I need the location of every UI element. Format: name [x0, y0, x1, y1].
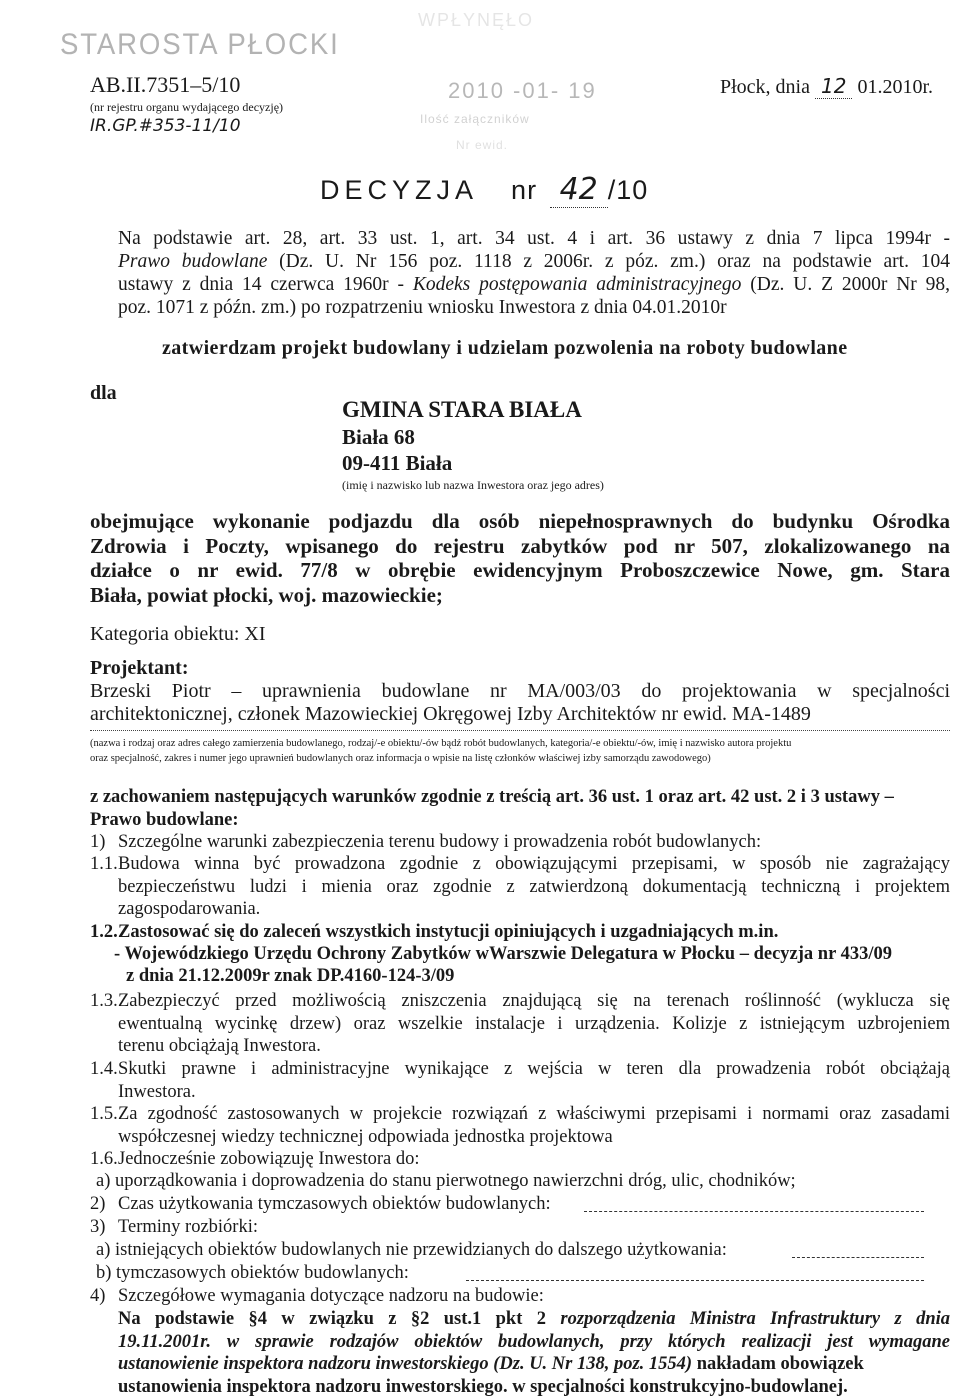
designer-note — [90, 736, 950, 766]
designer-note-line-2: oraz specjalność, zakres i numer jego uprawnień budowlanych oraz informacja o wpisie na listę członków właściwej izby samorządu zawodowego) — [90, 751, 950, 766]
condition-1-6-a-text: a) uporządkowania i doprowadzenia do stanu pierwotnego nawierzchni dróg, ulic, chodników; — [96, 1170, 796, 1193]
legal-basis-line-3 — [118, 273, 950, 296]
condition-1-1-line-1: Budowa winna być prowadzona zgodnie z obowiązującymi przepisami, w sposób nie zagrażający — [118, 853, 950, 876]
condition-1-5-line-1: Za zgodność zastosowanych w projekcie rozwiązań z właściwymi przepisami i normami oraz zasadami — [118, 1103, 950, 1126]
scope-line-3: działce o nr ewid. 77/8 w obrębie ewidencyjnym Proboszczewice Nowe, gm. Stara — [90, 558, 950, 583]
decision-nr-label: nr — [511, 175, 537, 205]
legal-basis-text-3: ustawy z dnia 14 czerwca 1960r - — [118, 274, 413, 295]
decision-nr-suffix: /10 — [608, 175, 649, 205]
condition-3-b-blank — [466, 1266, 924, 1281]
case-number: AB.II.7351–5/10 — [90, 72, 240, 98]
condition-1-2-sub-line-2: z dnia 21.12.2009r znak DP.4160-124-3/09 — [126, 965, 454, 988]
condition-1-text: Szczególne warunki zabezpieczenia terenu budowy i prowadzenia robót budowlanych: — [118, 831, 950, 854]
stamp-date: 2010 -01- 19 — [448, 78, 597, 104]
condition-1-1-line-3: zagospodarowania. — [118, 898, 950, 921]
approval-statement: zatwierdzam projekt budowlany i udzielam pozwolenia na roboty budowlane — [162, 337, 847, 360]
condition-1-6-number: 1.6. — [90, 1148, 118, 1171]
object-category: Kategoria obiektu: XI — [90, 623, 266, 646]
legal-basis-text-3b: (Dz. U. Z 2000r Nr 98, — [741, 274, 950, 295]
condition-3-number: 3) — [90, 1216, 105, 1239]
condition-1-2-sub-line-1: - Wojewódzkiego Urzędu Ochrony Zabytków wWarszwie Delegatura w Płocku – decyzja nr 433/09 — [114, 943, 892, 966]
legal-basis — [118, 227, 950, 319]
condition-1-1-number: 1.1. — [90, 853, 118, 876]
law-name-kpa: Kodeks postępowania administracyjnego — [413, 274, 742, 295]
condition-1-3-line-1: Zabezpieczyć przed możliwością zniszczenia znajdującą się na terenach roślinność (wyklucza się — [118, 990, 950, 1013]
legal-basis-line-4: poz. 1071 z późn. zm.) po rozpatrzeniu wniosku Inwestora z dnia 04.01.2010r — [118, 296, 950, 319]
designer-line-1: Brzeski Piotr – uprawnienia budowlane nr MA/003/03 do projektowania w specjalności — [90, 680, 950, 703]
received-stamp: WPŁYNĘŁO — [418, 10, 534, 31]
scope-line-2: Zdrowia i Poczty, wpisanego do rejestru zabytków pod nr 507, zlokalizowanego na — [90, 534, 950, 559]
condition-4-line-1-a: Na podstawie §4 w związku z §2 ust.1 pkt 2 — [118, 1309, 560, 1329]
condition-4-line-3-b: nakładam obowiązek — [692, 1354, 864, 1374]
designer-dotted-separator — [90, 730, 950, 731]
for-label: dla — [90, 382, 117, 405]
scope-line-4: Biała, powiat płocki, woj. mazowieckie; — [90, 583, 950, 608]
condition-4-line-2: 19.11.2001r. w sprawie rodzajów obiektów budowlanych, przy których realizacji jest wymagane — [118, 1331, 950, 1354]
condition-1-4-line-1: Skutki prawne i administracyjne wynikające z wejścia w teren dla prowadzenia robót obciążają — [118, 1058, 950, 1081]
condition-4-text: Szczegółowe wymagania dotyczące nadzoru na budowie: — [118, 1285, 544, 1308]
condition-1-4-text — [118, 1058, 950, 1103]
condition-2-number: 2) — [90, 1193, 105, 1216]
legal-basis-line-1: Na podstawie art. 28, art. 33 ust. 1, art. 34 ust. 4 i art. 36 ustawy z dnia 7 lipca 1994r - — [118, 227, 950, 250]
condition-4-line-1 — [118, 1308, 950, 1331]
condition-4-number: 4) — [90, 1285, 105, 1308]
condition-2-blank — [584, 1197, 924, 1212]
condition-1-3-line-2: ewentualną wycinkę drzew) oraz wszelkie instalacje i urządzenia. Kolizje z istniejącym uzbrojeniem — [118, 1013, 950, 1036]
decision-nr-value: 42 — [550, 172, 608, 208]
designer-line-2: architektonicznej, członek Mazowieckiej Okręgowej Izby Architektów nr ewid. MA-1489 — [90, 703, 950, 726]
condition-1-5-number: 1.5. — [90, 1103, 118, 1126]
condition-1-4-line-2: Inwestora. — [118, 1081, 950, 1104]
scope-description — [90, 509, 950, 607]
investor-address-1: Biała 68 — [342, 425, 415, 450]
legal-basis-line-2 — [118, 250, 950, 273]
handwritten-reference: IR.GP.#353-11/10 — [90, 116, 241, 136]
investor-name: GMINA STARA BIAŁA — [342, 397, 582, 423]
decision-label: DECYZJA — [320, 175, 477, 205]
condition-3-b-text: b) tymczasowych obiektów budowlanych: — [96, 1262, 409, 1285]
case-number-note: (nr rejestru organu wydającego decyzję) — [90, 100, 283, 115]
condition-1-5-line-2: współczesnej wiedzy technicznej odpowiada jednostka projektowa — [118, 1126, 950, 1149]
designer-block — [90, 680, 950, 726]
place-date-prefix: Płock, dnia — [720, 76, 810, 98]
place-date-rest: 01.2010r. — [857, 76, 933, 98]
condition-1-2-number: 1.2. — [90, 921, 118, 944]
condition-1-1-line-2: bezpieczeństwu ludzi i mienia oraz zgodnie z zatwierdzoną dokumentacją techniczną i projektem — [118, 876, 950, 899]
condition-1-3-line-3: terenu obciążają Inwestora. — [118, 1035, 950, 1058]
condition-1-4-number: 1.4. — [90, 1058, 118, 1081]
place-date-day: 12 — [815, 74, 852, 99]
investor-note: (imię i nazwisko lub nazwa Inwestora oraz jego adres) — [342, 478, 604, 493]
stamp-receipt: Nr ewid. — [456, 138, 508, 152]
condition-1-1-text — [118, 853, 950, 921]
condition-4-line-3-a: ustanowienie inspektora nadzoru inwestorskiego (Dz. U. Nr 138, poz. 1554) — [118, 1354, 692, 1374]
conditions-heading-line-2: Prawo budowlane: — [90, 809, 950, 832]
condition-3-a-text: a) istniejących obiektów budowlanych nie przewidzianych do dalszego użytkowania: — [96, 1239, 727, 1262]
law-name-construction: Prawo budowlane — [118, 251, 267, 272]
condition-4-line-4: ustanowienia inspektora nadzoru inwestorskiego. w specjalności konstrukcyjno-budowlanej. — [118, 1376, 950, 1398]
designer-label: Projektant: — [90, 657, 189, 680]
place-date — [720, 74, 933, 99]
condition-2-text: Czas użytkowania tymczasowych obiektów budowlanych: — [118, 1193, 551, 1216]
condition-3-a-blank — [792, 1243, 924, 1258]
condition-1-3-text — [118, 990, 950, 1058]
condition-1-5-text — [118, 1103, 950, 1148]
decision-title — [320, 172, 648, 207]
condition-1-number: 1) — [90, 831, 105, 854]
office-stamp: STAROSTA PŁOCKI — [60, 28, 340, 62]
legal-basis-text-2: (Dz. U. Nr 156 poz. 1118 z 2006r. z póz. zm.) oraz na podstawie art. 104 — [267, 251, 950, 272]
designer-note-line-1: (nazwa i rodzaj oraz adres całego zamierzenia budowlanego, rodzaj/-e obiektu/-ów bądź robót budowlanych, kategoria/-e obiektu/-ów, imię i nazwisko autora projektu — [90, 736, 950, 751]
condition-1-2-text: Zastosować się do zaleceń wszystkich instytucji opiniujących i uzgadniających m.in. — [118, 921, 950, 944]
investor-address-2: 09-411 Biała — [342, 451, 452, 476]
condition-1-3-number: 1.3. — [90, 990, 118, 1013]
condition-4-line-1-b: rozporządzenia Ministra Infrastruktury z dnia — [560, 1309, 950, 1329]
conditions-heading — [90, 786, 950, 831]
scope-line-1: obejmujące wykonanie podjazdu dla osób niepełnosprawnych do budynku Ośrodka — [90, 509, 950, 534]
stamp-attachments: Ilość załączników — [420, 112, 530, 126]
condition-1-6-text: Jednocześnie zobowiązuję Inwestora do: — [118, 1148, 950, 1171]
condition-3-text: Terminy rozbiórki: — [118, 1216, 258, 1239]
condition-4-line-3 — [118, 1353, 950, 1376]
conditions-heading-line-1: z zachowaniem następujących warunków zgodnie z treścią art. 36 ust. 1 oraz art. 42 ust. 2 i 3 ustawy – — [90, 786, 950, 809]
